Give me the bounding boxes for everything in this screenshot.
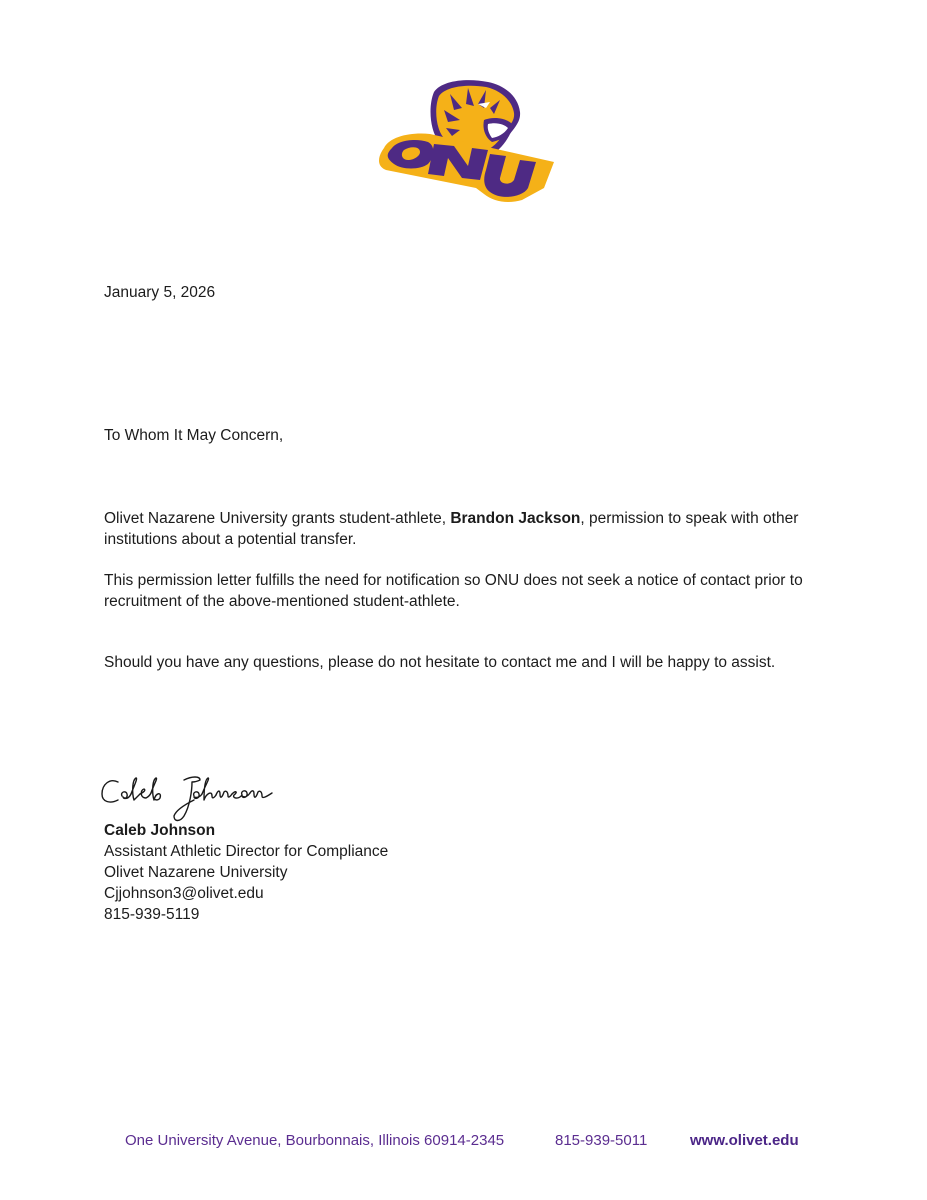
signer-title: Assistant Athletic Director for Compliance — [104, 843, 389, 860]
letter-paragraph-permission — [104, 508, 844, 550]
signer-name: Caleb Johnson — [104, 822, 216, 839]
letter-paragraph-questions: Should you have any questions, please do not hesitate to contact me and I will be happy to assist. — [104, 654, 776, 671]
letter-salutation: To Whom It May Concern, — [104, 427, 284, 444]
handwritten-signature-graphic — [96, 770, 286, 826]
onu-tiger-logo — [372, 76, 554, 206]
signer-phone: 815-939-5119 — [104, 906, 200, 923]
footer-address: One University Avenue, Bourbonnais, Illinois 60914-2345 — [125, 1132, 505, 1149]
student-athlete-name: Brandon Jackson — [450, 510, 581, 527]
signature-block — [104, 820, 388, 925]
signer-organization: Olivet Nazarene University — [104, 864, 288, 881]
signer-email: Cjjohnson3@olivet.edu — [104, 885, 264, 902]
paragraph-text-after: , permission to speak with other institutions about a potential transfer. — [104, 510, 799, 548]
onu-tiger-logo-graphic — [372, 76, 554, 206]
footer-website: www.olivet.edu — [690, 1132, 799, 1149]
footer-phone: 815-939-5011 — [555, 1132, 648, 1149]
letterhead-footer — [0, 1132, 927, 1154]
handwritten-signature — [96, 770, 286, 826]
letter-date: January 5, 2026 — [104, 284, 216, 301]
letter-paragraph-notification: This permission letter fulfills the need for notification so ONU does not seek a notice of contact prior to recruitment of the above-mentioned student-athlete. — [104, 572, 803, 610]
paragraph-text-before: Olivet Nazarene University grants student-athlete, — [104, 510, 451, 527]
